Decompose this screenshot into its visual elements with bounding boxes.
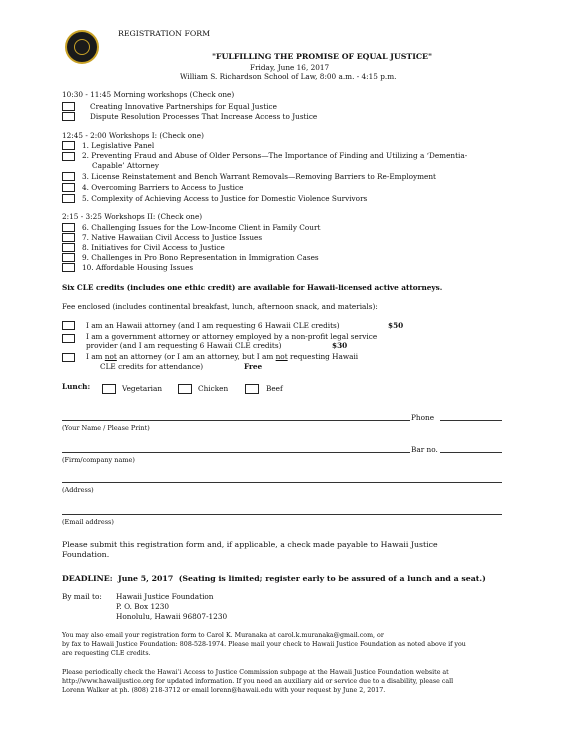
fee-option-2-line2: provider (and I am requesting 6 Hawaii CLE credits) bbox=[86, 341, 282, 350]
lunch-checkbox-vegetarian[interactable] bbox=[102, 384, 116, 394]
fee-option-3-line1 bbox=[86, 352, 358, 361]
phone-label: Phone bbox=[411, 413, 435, 422]
phone-field[interactable] bbox=[440, 420, 502, 421]
fee-option-3-text-b: an attorney (or I am an attorney, but I am bbox=[116, 352, 276, 361]
footer-p2-line3: Lorenn Walker at ph. (808) 218-3712 or email lorenn@hawaii.edu with your request by June 2, 2017. bbox=[62, 687, 386, 694]
footer-p1-line3: are requesting CLE credits. bbox=[62, 650, 151, 657]
form-label: REGISTRATION FORM bbox=[118, 29, 211, 38]
workshop-item-6: 6. Challenging Issues for the Low-Income Client in Family Court bbox=[82, 223, 321, 232]
fee-heading: Fee enclosed (includes continental breakfast, lunch, afternoon snack, and materials): bbox=[62, 302, 378, 311]
footer-p2-line2: http://www.hawaiijustice.org for updated information. If you need an auxiliary aid or service due to a disability, please call bbox=[62, 678, 454, 685]
bar-no-field[interactable] bbox=[440, 452, 502, 453]
fee-checkbox-non-attorney[interactable] bbox=[62, 353, 75, 362]
workshop-item-10: 10. Affordable Housing Issues bbox=[82, 263, 194, 272]
workshop-item-1: 1. Legislative Panel bbox=[82, 141, 155, 150]
workshop-checkbox-5[interactable] bbox=[62, 194, 75, 203]
workshop-checkbox-2[interactable] bbox=[62, 152, 75, 161]
fee-option-1: I am an Hawaii attorney (and I am requesting 6 Hawaii CLE credits) bbox=[86, 321, 340, 330]
workshop-item-8: 8. Initiatives for Civil Access to Justice bbox=[82, 243, 225, 252]
lunch-label: Lunch: bbox=[62, 382, 91, 391]
page-title: "FULFILLING THE PROMISE OF EQUAL JUSTICE" bbox=[212, 52, 433, 61]
name-label: (Your Name / Please Print) bbox=[62, 424, 150, 432]
morning-heading: 10:30 - 11:45 Morning workshops (Check one) bbox=[62, 90, 235, 99]
fee-option-2-line1: I am a government attorney or attorney employed by a non-profit legal service bbox=[86, 332, 378, 341]
morning-checkbox-2[interactable] bbox=[62, 112, 75, 121]
email-field[interactable] bbox=[62, 514, 502, 515]
workshops2-heading: 2:15 - 3:25 Workshops II: (Check one) bbox=[62, 212, 203, 221]
fee-checkbox-hawaii-attorney[interactable] bbox=[62, 321, 75, 330]
workshop-item-4: 4. Overcoming Barriers to Access to Justice bbox=[82, 183, 244, 192]
workshop-checkbox-4[interactable] bbox=[62, 183, 75, 192]
morning-item-1: Creating Innovative Partnerships for Equal Justice bbox=[90, 102, 277, 111]
workshop-checkbox-7[interactable] bbox=[62, 233, 75, 242]
lunch-checkbox-chicken[interactable] bbox=[178, 384, 192, 394]
fee-option-3-not-1: not bbox=[104, 352, 117, 361]
submit-note-line2: Foundation. bbox=[62, 550, 110, 559]
morning-checkbox-1[interactable] bbox=[62, 102, 75, 111]
mail-line-3: Honolulu, Hawaii 96807-1230 bbox=[116, 612, 228, 621]
workshop-item-5: 5. Complexity of Achieving Access to Justice for Domestic Violence Survivors bbox=[82, 194, 368, 203]
fee-option-3-price: Free bbox=[244, 362, 263, 371]
fee-option-3-not-2: not bbox=[275, 352, 288, 361]
workshop-checkbox-8[interactable] bbox=[62, 243, 75, 252]
workshop-item-2: 2. Preventing Fraud and Abuse of Older Persons—The Importance of Finding and Utilizing a ‘Dementia- bbox=[82, 151, 468, 160]
workshop-checkbox-1[interactable] bbox=[62, 141, 75, 150]
fee-option-3-text-a: I am bbox=[86, 352, 105, 361]
deadline-note: (Seating is limited; register early to be assured of a lunch and a seat.) bbox=[178, 574, 486, 583]
mail-line-2: P. O. Box 1230 bbox=[116, 602, 170, 611]
mail-line-1: Hawaii Justice Foundation bbox=[116, 592, 214, 601]
firm-label: (Firm/company name) bbox=[62, 456, 135, 464]
workshop-checkbox-9[interactable] bbox=[62, 253, 75, 262]
name-field[interactable] bbox=[62, 420, 410, 421]
workshops1-heading: 12:45 - 2:00 Workshops I: (Check one) bbox=[62, 131, 204, 140]
deadline bbox=[62, 574, 486, 583]
deadline-date: June 5, 2017 bbox=[118, 574, 174, 583]
morning-item-2: Dispute Resolution Processes That Increase Access to Justice bbox=[90, 112, 318, 121]
lunch-option-beef: Beef bbox=[266, 384, 283, 393]
lunch-option-chicken: Chicken bbox=[198, 384, 229, 393]
fee-option-3-line2: CLE credits for attendance) bbox=[100, 362, 204, 371]
workshop-checkbox-3[interactable] bbox=[62, 172, 75, 181]
event-venue: William S. Richardson School of Law, 8:00 a.m. - 4:15 p.m. bbox=[180, 72, 397, 81]
workshop-checkbox-6[interactable] bbox=[62, 223, 75, 232]
lunch-option-vegetarian: Vegetarian bbox=[122, 384, 163, 393]
lunch-checkbox-beef[interactable] bbox=[245, 384, 259, 394]
workshop-item-9: 9. Challenges in Pro Bono Representation in Immigration Cases bbox=[82, 253, 319, 262]
deadline-label: DEADLINE: bbox=[62, 574, 113, 583]
judiciary-seal-logo bbox=[65, 30, 99, 64]
workshop-item-7: 7. Native Hawaiian Civil Access to Justice Issues bbox=[82, 233, 263, 242]
footer-p1-line2: by fax to Hawaii Justice Foundation: 808-528-1974. Please mail your check to Hawaii Justice Foundation as noted above if you bbox=[62, 641, 466, 648]
firm-field[interactable] bbox=[62, 452, 410, 453]
address-field[interactable] bbox=[62, 482, 502, 483]
fee-option-3-text-c: requesting Hawaii bbox=[287, 352, 359, 361]
cle-note: Six CLE credits (includes one ethic credit) are available for Hawaii-licensed active attorneys. bbox=[62, 283, 443, 292]
footer-p2-line1: Please periodically check the Hawai‘i Access to Justice Commission subpage at the Hawaii Justice Foundation website at bbox=[62, 669, 449, 676]
footer-p1-line1: You may also email your registration form to Carol K. Muranaka at carol.k.muranaka@gmail.com, or bbox=[62, 632, 384, 639]
address-label: (Address) bbox=[62, 486, 94, 494]
fee-option-1-price: $50 bbox=[388, 321, 404, 330]
fee-option-2-price: $30 bbox=[332, 341, 348, 350]
submit-note-line1: Please submit this registration form and, if applicable, a check made payable to Hawaii Justice bbox=[62, 540, 438, 549]
mail-label: By mail to: bbox=[62, 592, 102, 601]
workshop-item-2-cont: Capable’ Attorney bbox=[92, 161, 159, 170]
email-label: (Email address) bbox=[62, 518, 114, 526]
bar-no-label: Bar no. bbox=[411, 445, 438, 454]
workshop-checkbox-10[interactable] bbox=[62, 263, 75, 272]
event-date: Friday, June 16, 2017 bbox=[250, 63, 330, 72]
workshop-item-3: 3. License Reinstatement and Bench Warrant Removals—Removing Barriers to Re-Employment bbox=[82, 172, 436, 181]
fee-checkbox-government-attorney[interactable] bbox=[62, 334, 75, 343]
